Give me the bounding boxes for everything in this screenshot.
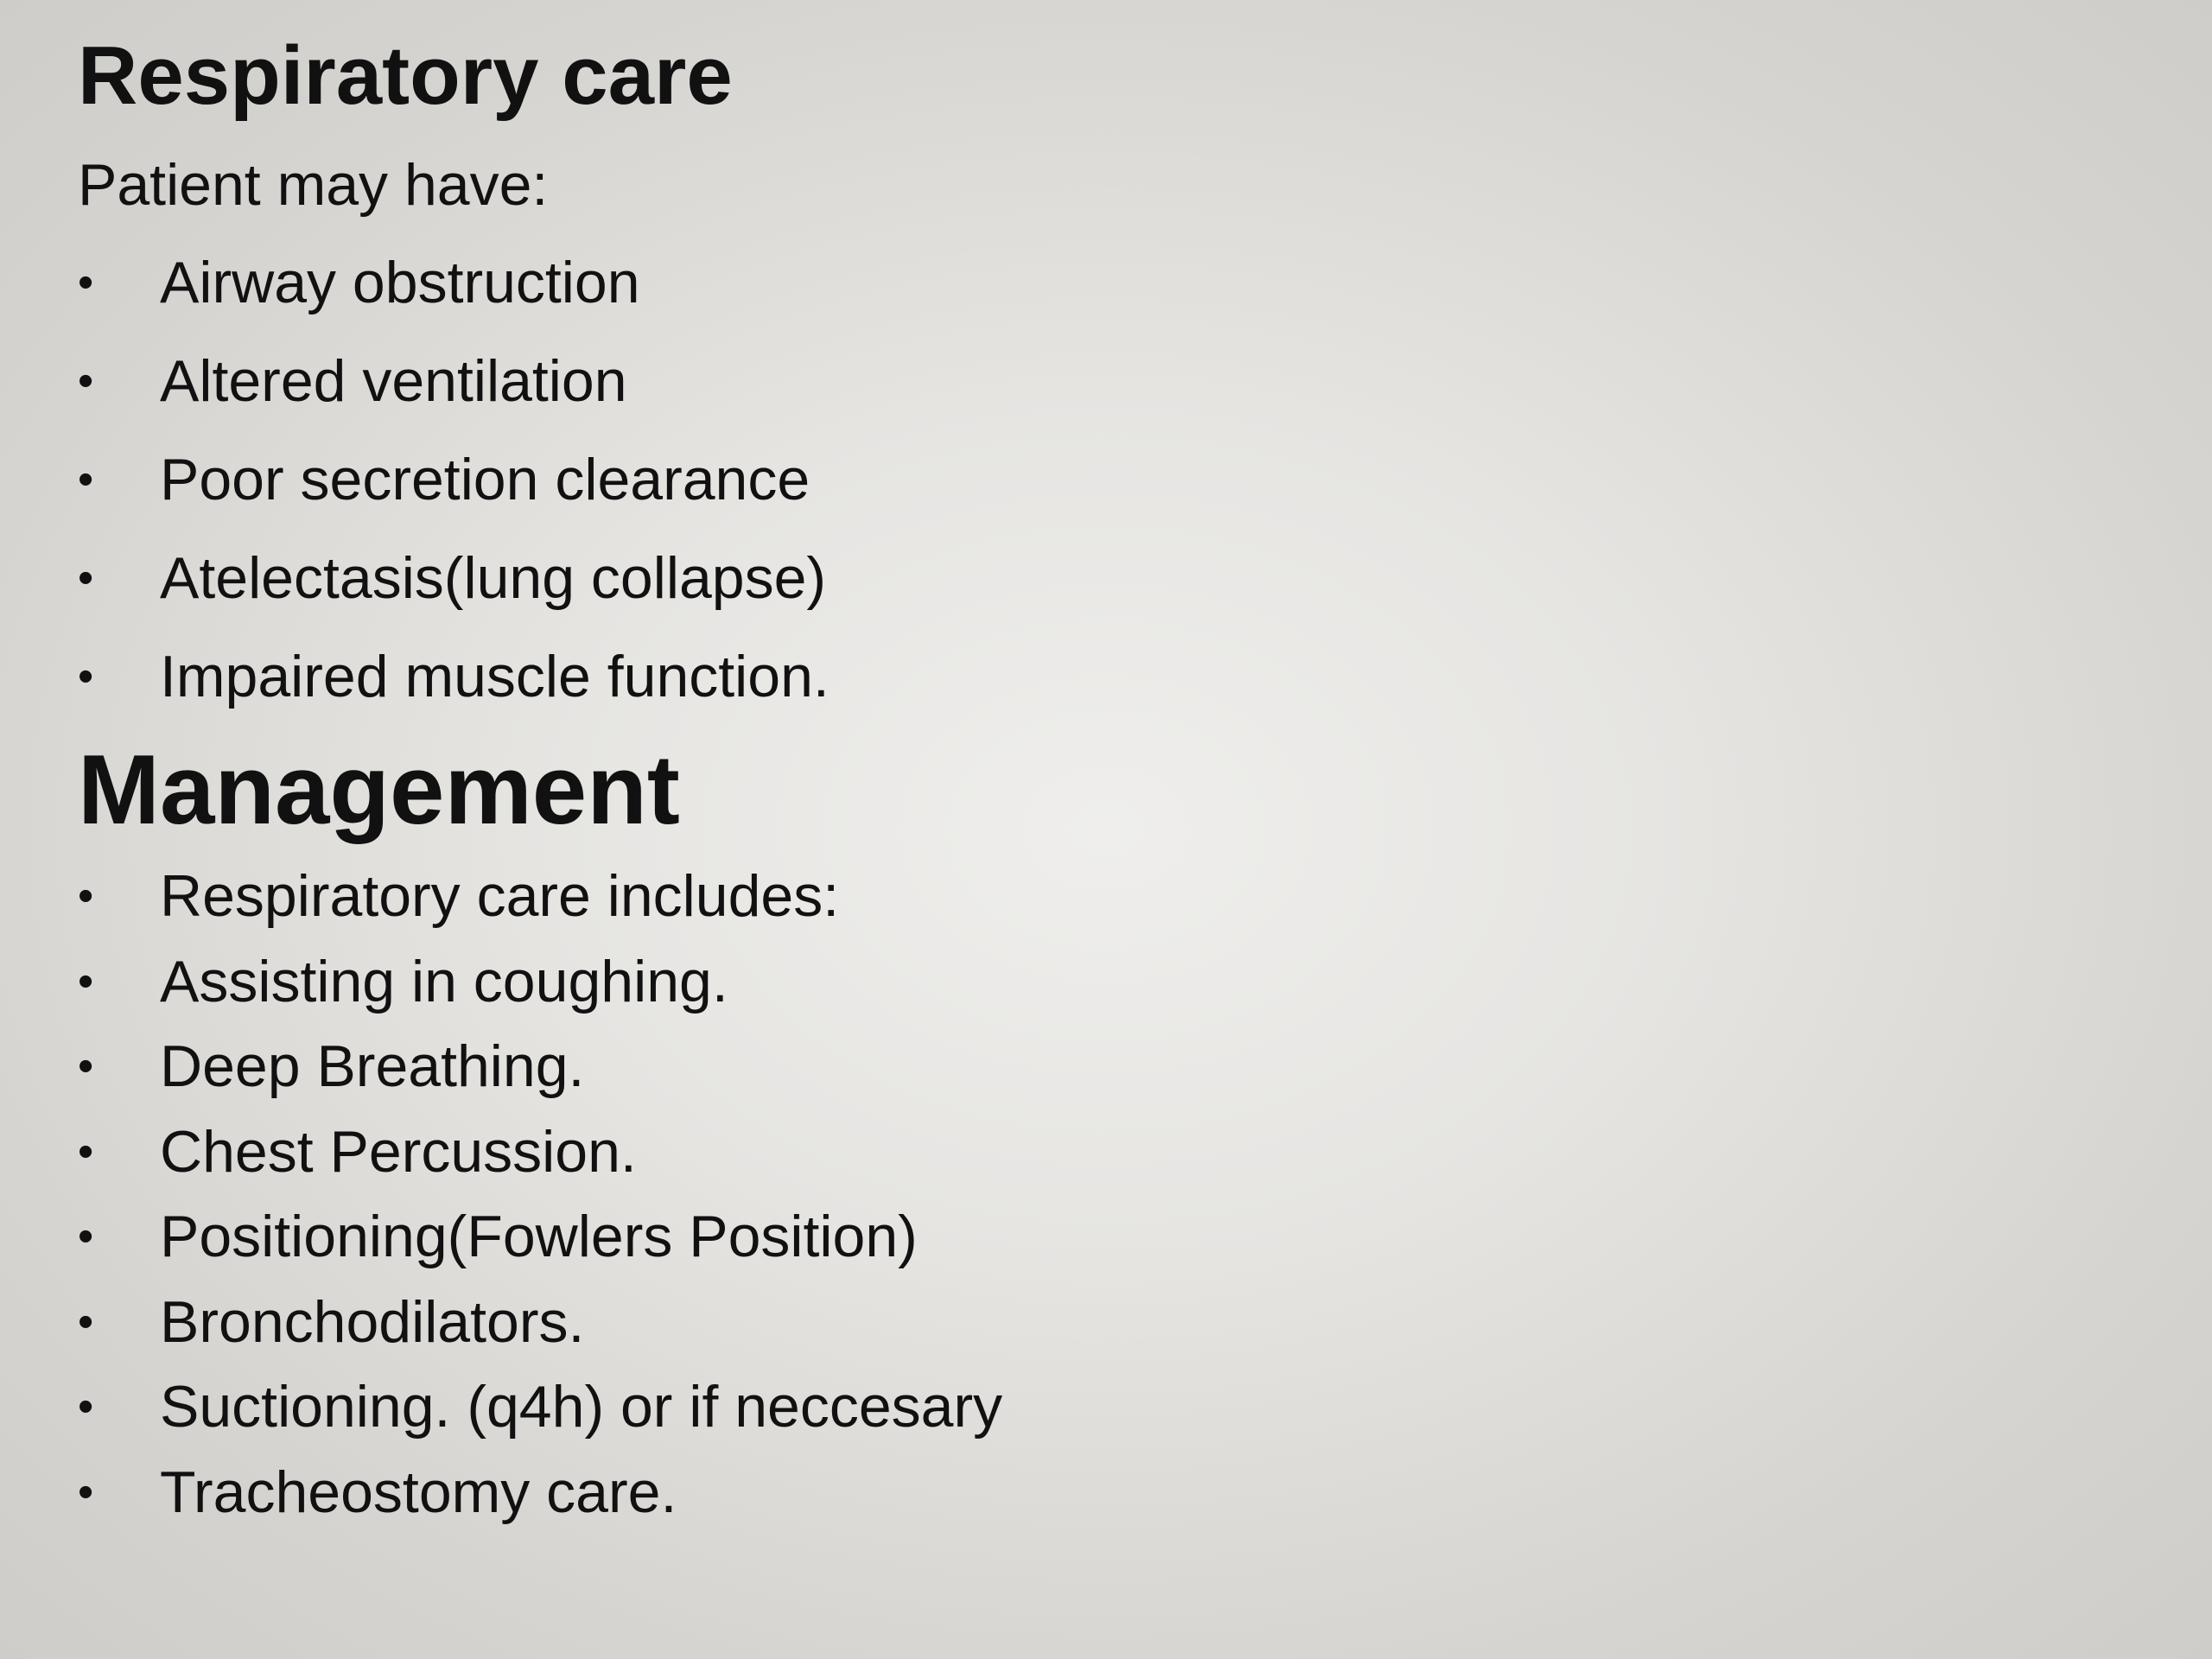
list-item-text: Tracheostomy care. [160,1459,677,1525]
list-item [78,542,830,640]
bullet-icon: • [78,871,94,921]
list-item-text: Bronchodilators. [160,1288,585,1355]
list-item-text: Positioning(Fowlers Position) [160,1204,918,1269]
list-item-text: Respiratory care includes: [160,863,840,929]
list-item [78,443,830,542]
bullet-icon: • [78,1466,94,1517]
bullet-icon: • [78,1041,94,1091]
bullet-icon: • [78,553,94,603]
list-item-text: Assisting in coughing. [160,948,728,1014]
bullet-icon: • [78,1211,94,1262]
bullet-icon: • [78,1382,94,1432]
list-item [78,246,830,345]
list-item-text: Airway obstruction [160,250,640,315]
list-item [78,1370,1002,1456]
list-item-text: Atelectasis(lung collapse) [160,545,827,611]
bullet-icon: • [78,1126,94,1177]
list-item-text: Deep Breathing. [160,1033,585,1099]
bullet-icon: • [78,257,94,308]
bullet-icon: • [78,652,94,702]
list-item [78,640,830,739]
bullet-icon: • [78,956,94,1007]
intro-text: Patient may have: [78,152,549,218]
list-item [78,345,830,443]
list-item-text: Impaired muscle function. [160,644,830,709]
list-item [78,1286,1002,1371]
list-item [78,1116,1002,1201]
list-item-text: Chest Percussion. [160,1118,637,1185]
bullet-icon: • [78,454,94,505]
list-item [78,1200,1002,1286]
problems-list [78,246,830,739]
list-item [78,860,1002,945]
list-item-text: Suctioning. (q4h) or if neccesary [160,1374,1003,1440]
list-item [78,945,1002,1031]
bullet-icon: • [78,1296,94,1347]
list-item [78,1030,1002,1116]
list-item-text: Poor secretion clearance [160,447,810,512]
management-heading: Management [78,735,680,845]
list-item [78,1456,1002,1541]
management-list [78,860,1002,1541]
list-item-text: Altered ventilation [160,348,627,414]
slide-title: Respiratory care [78,29,733,122]
bullet-icon: • [78,356,94,406]
